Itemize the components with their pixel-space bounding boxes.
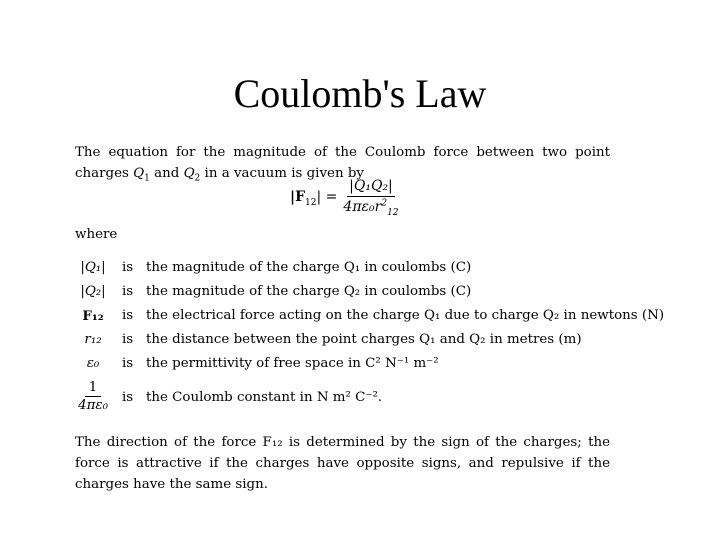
definition-symbol: r₁₂ xyxy=(84,332,102,347)
closing-paragraph: The direction of the force F₁₂ is determined by the sign of the charges; the force is attractive if the charges have opposite signs, and repulsive if the charges have the same sign. xyxy=(75,435,610,492)
definition-row xyxy=(75,332,635,356)
definition-is: is xyxy=(122,390,134,405)
intro-text-2: in a vacuum is given by xyxy=(200,166,364,181)
equation-denominator: $4\pi\varepsilon_0r^2_{12}$ xyxy=(343,198,399,218)
definition-symbol: F₁₂ xyxy=(82,308,104,324)
definition-is: is xyxy=(122,332,134,347)
fraction-denominator: 4πε₀ xyxy=(78,398,108,413)
definition-row xyxy=(75,260,635,284)
definition-text: the Coulomb constant in N m² C⁻². xyxy=(146,390,383,405)
q2-symbol: Q xyxy=(183,166,195,181)
definition-text: the permittivity of free space in C² N⁻¹ m⁻² xyxy=(146,356,439,371)
definitions-list xyxy=(75,260,665,420)
definition-is: is xyxy=(122,356,134,371)
definition-text: the distance between the point charges Q₁ and Q₂ in metres (m) xyxy=(146,332,582,347)
definition-text: the electrical force acting on the charge Q₁ due to charge Q₂ in newtons (N) xyxy=(146,308,665,323)
definition-is: is xyxy=(122,260,134,275)
intro-text-1: The equation for the magnitude of the Coulomb force between two point charges xyxy=(75,145,610,181)
definition-is: is xyxy=(122,308,134,323)
definition-text: the magnitude of the charge Q₂ in coulombs (C) xyxy=(146,284,472,299)
q1-subscript: 1 xyxy=(144,173,150,184)
where-label: where xyxy=(75,227,118,242)
coulomb-equation xyxy=(290,178,399,218)
definition-symbol: ε₀ xyxy=(86,356,100,371)
definition-text: the magnitude of the charge Q₁ in coulombs (C) xyxy=(146,260,472,275)
definition-symbol: |Q₁| xyxy=(80,260,106,275)
definition-symbol xyxy=(75,380,111,415)
equation-lhs: $|F_{12}|$ = xyxy=(290,188,338,208)
equation-fraction xyxy=(343,178,399,218)
definition-row xyxy=(75,380,635,420)
coulomb-constant-fraction xyxy=(78,380,108,415)
definition-symbol: |Q₂| xyxy=(80,284,106,299)
q2-subscript: 2 xyxy=(194,173,201,184)
q1-symbol: Q xyxy=(133,166,145,181)
intro-and: and xyxy=(149,166,184,181)
page-title: Coulomb's Law xyxy=(233,71,487,116)
equation-numerator: |Q₁Q₂| xyxy=(347,178,395,197)
definition-row xyxy=(75,356,635,380)
definition-is: is xyxy=(122,284,134,299)
definition-row xyxy=(75,284,635,308)
definition-row xyxy=(75,308,665,332)
fraction-numerator: 1 xyxy=(85,380,102,397)
